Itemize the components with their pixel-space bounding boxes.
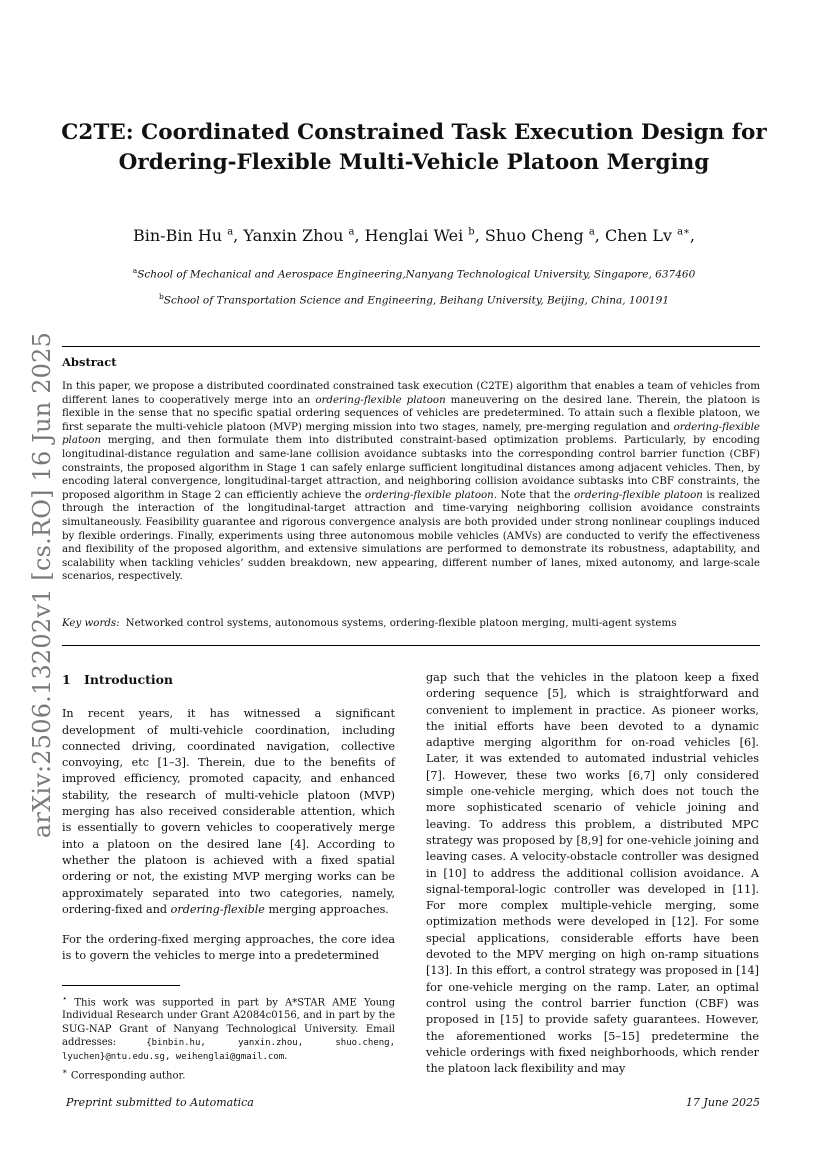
right-column: [426, 670, 759, 1091]
section-title: Introduction: [84, 672, 174, 687]
footer-date: 17 June 2025: [685, 1096, 760, 1109]
affiliation-b: $^b$School of Transportation Science and Engineering, Beihang University, Beijing, China, 100191: [158, 292, 670, 307]
paper-title: [60, 118, 768, 178]
footnote-star-mark: ⋆: [62, 992, 68, 1003]
author-list: Bin-Bin Hu $^a$, Yanxin Zhou $^a$, Henglai Wei $^b$, Shuo Cheng $^a$, Chen Lv $^{a∗}$,: [133, 226, 695, 245]
intro-paragraph-1: In recent years, it has witnessed a significant development of multi-vehicle coordination, including connected driving, coordinated navigation, collective convoying, etc [1–3]. Therein, due to the benefits of improved efficiency, promoted capacity, and enhanced stability, the research of multi-vehicle platoon (MVP) merging has also received considerable attention, which is essentially to govern vehicles to cooperatively merge into a platoon on the desired lane [4]. According to whether the platoon is achieved with a fixed spatial ordering or not, the existing MVP merging works can be approximately separated into two categories, namely, ordering-fixed and ordering-flexible merging approaches.: [62, 707, 395, 916]
affiliation-a: $^a$School of Mechanical and Aerospace Engineering,Nanyang Technological University, Singapore, 637460: [132, 266, 696, 281]
keywords-label: Key words:: [62, 617, 120, 629]
abstract-bottom-rule: [62, 645, 760, 646]
footer-preprint-note: Preprint submitted to Automatica: [66, 1096, 254, 1109]
abstract-heading: Abstract: [62, 355, 117, 369]
corresponding-mark: ∗: [62, 1065, 68, 1076]
abstract-top-rule: [62, 346, 760, 347]
intro-paragraph-2: For the ordering-fixed merging approaches, the core idea is to govern the vehicles to merge into a predetermined: [62, 933, 395, 963]
abstract-text: In this paper, we propose a distributed coordinated constrained task execution (C2TE) algorithm that enables a team of vehicles from different lanes to cooperatively merge into an ordering-flexible platoon maneuvering on the desired lane. Therein, the platoon is flexible in the sense that no specific spatial ordering sequences of vehicles are predetermined. To attain such a flexible platoon, we first separate the multi-vehicle platoon (MVP) merging mission into two stages, namely, pre-merging regulation and ordering-flexible platoon merging, and then formulate them into distributed constraint-based optimization problems. Particularly, by encoding longitudinal-distance regulation and same-lane collision avoidance subtasks into the corresponding control barrier function (CBF) constraints, the proposed algorithm in Stage 1 can safely enlarge sufficient longitudinal distances among adjacent vehicles. Then, by encoding lateral convergence, longitudinal-target attraction, and neighboring collision avoidance subtasks into CBF constraints, the proposed algorithm in Stage 2 can efficiently achieve the ordering-flexible platoon. Note that the ordering-flexible platoon is realized through the interaction of the longitudinal-target attraction and time-varying neighboring collision avoidance constraints simultaneously. Feasibility guarantee and rigorous convergence analysis are both provided under strong nonlinear couplings induced by flexible orderings. Finally, experiments using three autonomous mobile vehicles (AMVs) are conducted to verify the effectiveness and flexibility of the proposed algorithm, and extensive simulations are performed to demonstrate its robustness, adaptability, and scalability when tackling vehicles’ sudden breakdown, new appearing, different number of lanes, mixed autonomy, and large-scale scenarios, respectively.: [62, 380, 761, 583]
arxiv-identifier: arXiv:2506.13202v1 [cs.RO] 16 Jun 2025: [28, 331, 56, 839]
author-4: Shuo Cheng $^a$: [484, 226, 595, 245]
title-line-2: Ordering-Flexible Multi-Vehicle Platoon Merging: [118, 150, 710, 175]
section-heading: [62, 672, 395, 688]
left-column: [62, 672, 395, 1082]
author-2: Yanxin Zhou $^a$: [243, 226, 355, 245]
author-1: Bin-Bin Hu $^a$: [133, 226, 234, 245]
funding-footnote: ⋆ This work was supported in part by A*STAR AME Young Individual Research under Grant A2084c0156, and in part by the SUG-NAP Grant of Nanyang Technological University. Email addresses: {binbin.hu, yanxin.zhou, shuo.cheng, lyuchen}@ntu.edu.sg, weihenglai@gmail.com.: [62, 992, 395, 1063]
corresponding-footnote: ∗ Corresponding author.: [62, 1065, 186, 1081]
author-3: Henglai Wei $^b$: [364, 226, 475, 245]
intro-paragraph-3: gap such that the vehicles in the platoon keep a fixed ordering sequence [5], which is straightforward and convenient to implement in practice. As pioneer works, the initial efforts have been devoted to a dynamic adaptive merging algorithm for on-road vehicles [6]. Later, it was extended to automated industrial vehicles [7]. However, these two works [6,7] only considered simple one-vehicle merging, which does not touch the more sophisticated scenario of vehicle joining and leaving. To address this problem, a distributed MPC strategy was proposed by [8,9] for one-vehicle joining and leaving cases. A velocity-obstacle controller was designed in [10] to address the additional collision avoidance. A signal-temporal-logic controller was developed in [11]. For more complex multiple-vehicle merging, some optimization methods were developed in [12]. For some special applications, considerable efforts have been devoted to the MPV merging on high on-ramp situations [13]. In this effort, a control strategy was proposed in [14] for one-vehicle merging on the ramp. Later, an optimal control using the control barrier function (CBF) was proposed in [15] to provide safety guarantees. However, the aforementioned works [5–15] predetermine the vehicle orderings with fixed neighborhoods, which render the platoon lack flexibility and may: [426, 671, 759, 1076]
keywords-text: Networked control systems, autonomous systems, ordering-flexible platoon merging, multi-agent systems: [125, 617, 677, 629]
author-5: Chen Lv $^{a∗}$: [604, 226, 690, 245]
keywords: [62, 617, 760, 629]
footnote-rule: [62, 985, 180, 986]
email-addresses: {binbin.hu, yanxin.zhou, shuo.cheng, lyuchen}@ntu.edu.sg, weihenglai@gmail.com: [62, 1037, 395, 1063]
title-line-1: C2TE: Coordinated Constrained Task Execution Design for: [61, 120, 767, 145]
section-number: 1: [62, 672, 71, 687]
